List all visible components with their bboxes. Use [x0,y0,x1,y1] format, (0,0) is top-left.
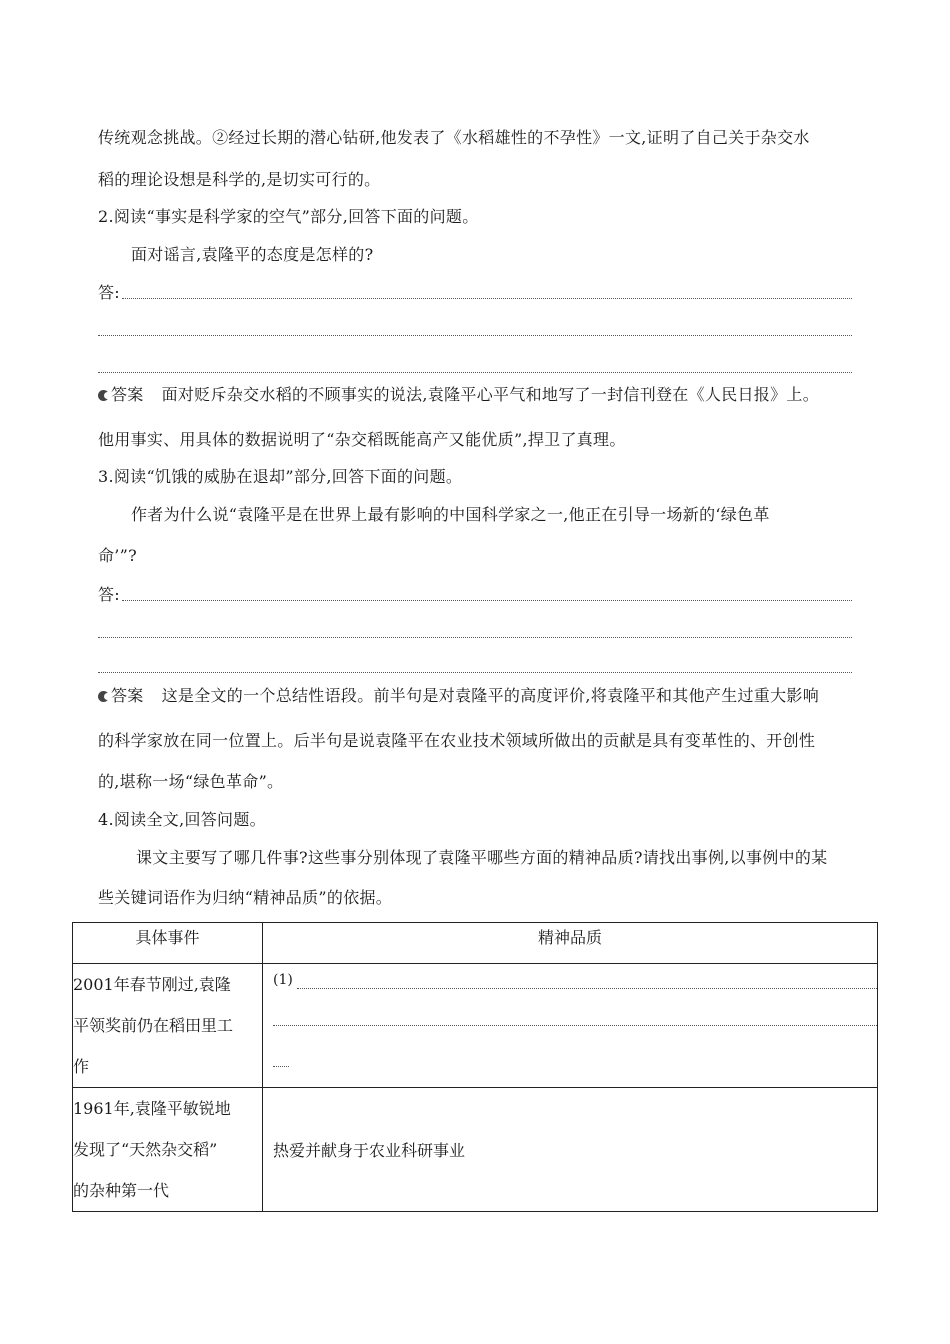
paragraph-line: 传统观念挑战。②经过长期的潜心钻研,他发表了《水稻雄性的不孕性》一文,证明了自己关于杂交水 [98,128,810,147]
answer-tag: 答案 [111,686,144,705]
answer-blank-line[interactable] [98,372,852,373]
answer-blank-line[interactable] [122,600,852,601]
quality-blank-line[interactable] [273,1066,289,1067]
question-4-text: 课文主要写了哪几件事?这些事分别体现了袁隆平哪些方面的精神品质?请找出事例,以事例中的某 [136,848,828,867]
answer-blank-line[interactable] [98,335,852,336]
quality-blank-line[interactable] [273,1025,877,1026]
event-cell [73,1088,263,1212]
answer-text: 面对贬斥杂交水稻的不顾事实的说法,袁隆平心平气和地写了一封信刊登在《人民日报》上。 [161,385,819,404]
question-2-title: 2.阅读“事实是科学家的空气”部分,回答下面的问题。 [98,207,479,226]
blank-label: (1) [273,972,293,988]
answer-block [98,686,819,706]
answer-blank-line[interactable] [98,637,852,638]
event-line: 平领奖前仍在稻田里工 [73,1016,234,1035]
quality-text: 热爱并献身于农业科研事业 [273,1141,466,1160]
paragraph-line: 稻的理论设想是科学的,是切实可行的。 [98,170,381,189]
event-line: 发现了“天然杂交稻” [73,1140,218,1159]
event-line: 的杂种第一代 [73,1181,170,1200]
quality-cell [263,1088,878,1212]
question-4-text: 些关键词语作为归纳“精神品质”的依据。 [98,888,393,907]
answer-tag: 答案 [111,385,144,404]
event-line: 1961年,袁隆平敏锐地 [73,1099,231,1118]
quality-blank-line[interactable] [297,988,877,989]
quality-cell [263,964,878,1088]
question-2-text: 面对谣言,袁隆平的态度是怎样的? [131,245,374,264]
answer-blank-line[interactable] [98,672,852,673]
question-3-title: 3.阅读“饥饿的威胁在退却”部分,回答下面的问题。 [98,467,463,486]
event-cell [73,964,263,1088]
answer-label: 答: [98,585,120,604]
answer-bullet-icon [98,390,109,401]
table-header-row [73,923,878,964]
answer-bullet-icon [98,691,109,702]
answer-text: 的科学家放在同一位置上。后半句是说袁隆平在农业技术领域所做出的贡献是具有变革性的、开创性 [98,731,816,750]
answer-text: 他用事实、用具体的数据说明了“杂交稻既能高产又能优质”,捍卫了真理。 [98,430,626,449]
answer-block [98,385,819,405]
answer-text: 这是全文的一个总结性语段。前半句是对袁隆平的高度评价,将袁隆平和其他产生过重大影响 [161,686,819,705]
event-line: 作 [73,1057,90,1076]
table-row [73,1088,878,1212]
answer-label: 答: [98,283,120,302]
event-line: 2001年春节刚过,袁隆 [73,975,231,994]
table-header-quality: 精神品质 [263,923,878,964]
question-4-title: 4.阅读全文,回答问题。 [98,810,266,829]
table-header-event: 具体事件 [73,923,263,964]
question-3-text: 命’”? [98,546,138,565]
answer-text: 的,堪称一场“绿色革命”。 [98,772,284,791]
question-3-text: 作者为什么说“袁隆平是在世界上最有影响的中国科学家之一,他正在引导一场新的‘绿色革 [131,505,770,524]
table-row [73,964,878,1088]
answer-blank-line[interactable] [122,298,852,299]
events-qualities-table [72,922,878,1212]
